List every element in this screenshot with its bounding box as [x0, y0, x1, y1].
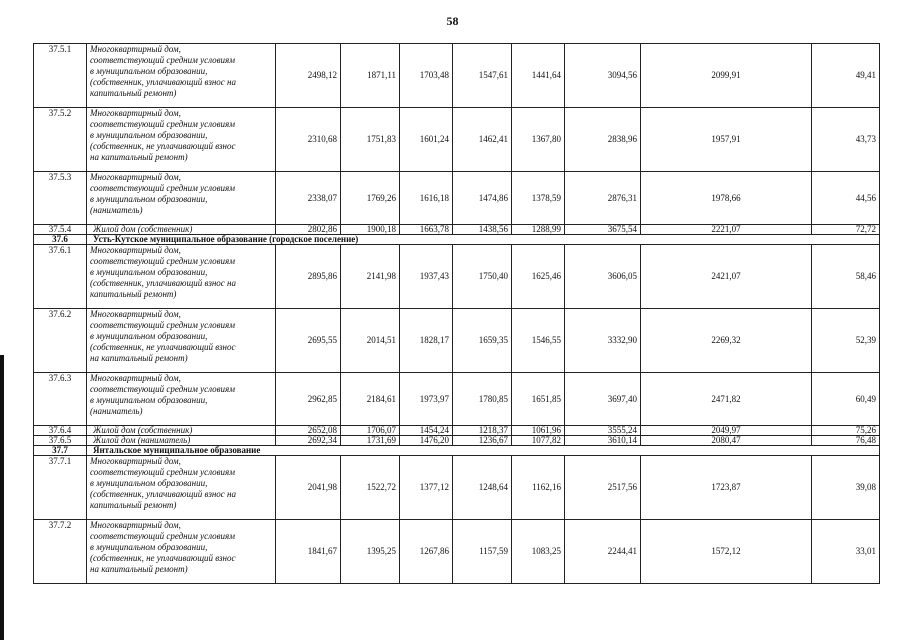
value-cell: 2876,31	[565, 172, 641, 225]
value-cell: 1367,80	[512, 108, 565, 172]
value-cell: 2652,08	[276, 426, 341, 436]
row-code: 37.6.2	[34, 309, 87, 373]
value-cell: 1462,41	[453, 108, 512, 172]
scan-edge-bar	[0, 355, 4, 640]
value-cell: 2692,34	[276, 436, 341, 446]
row-description: Жилой дом (собственник)	[87, 426, 276, 436]
value-cell: 2244,41	[565, 520, 641, 584]
value-cell: 1157,59	[453, 520, 512, 584]
value-cell: 1663,78	[400, 225, 453, 235]
section-title: Янтальское муниципальное образование	[87, 446, 880, 456]
value-cell: 1841,67	[276, 520, 341, 584]
value-cell: 1395,25	[341, 520, 400, 584]
row-code: 37.7.2	[34, 520, 87, 584]
row-code: 37.5.4	[34, 225, 87, 235]
value-cell: 1522,72	[341, 456, 400, 520]
value-cell: 2471,82	[641, 373, 812, 426]
row-description: Многоквартирный дом, соответствующий средним условиям в муниципальном образовании, (собственник, не уплачивающий взнос на капитальный ремонт)	[87, 309, 276, 373]
value-cell: 2269,32	[641, 309, 812, 373]
table-row	[34, 44, 880, 108]
page-number: 58	[446, 14, 459, 28]
value-cell: 49,41	[812, 44, 880, 108]
value-cell: 2014,51	[341, 309, 400, 373]
value-cell: 76,48	[812, 436, 880, 446]
row-description: Многоквартирный дом, соответствующий средним условиям в муниципальном образовании, (собственник, не уплачивающий взнос на капитальный ремонт)	[87, 108, 276, 172]
value-cell: 3555,24	[565, 426, 641, 436]
table-row	[34, 456, 880, 520]
value-cell: 1978,66	[641, 172, 812, 225]
value-cell: 2421,07	[641, 245, 812, 309]
value-cell: 1267,86	[400, 520, 453, 584]
row-description: Многоквартирный дом, соответствующий средним условиям в муниципальном образовании, (наниматель)	[87, 172, 276, 225]
value-cell: 1061,96	[512, 426, 565, 436]
value-cell: 33,01	[812, 520, 880, 584]
value-cell: 2517,56	[565, 456, 641, 520]
row-code: 37.5.1	[34, 44, 87, 108]
value-cell: 1288,99	[512, 225, 565, 235]
value-cell: 1780,85	[453, 373, 512, 426]
table-row	[34, 520, 880, 584]
value-cell: 1616,18	[400, 172, 453, 225]
row-description: Многоквартирный дом, соответствующий средним условиям в муниципальном образовании, (собственник, уплачивающий взнос на капитальный ремонт)	[87, 245, 276, 309]
row-description: Жилой дом (наниматель)	[87, 436, 276, 446]
value-cell: 2962,85	[276, 373, 341, 426]
row-code: 37.5.3	[34, 172, 87, 225]
table-row	[34, 245, 880, 309]
row-code: 37.6.5	[34, 436, 87, 446]
value-cell: 2802,86	[276, 225, 341, 235]
value-cell: 3675,54	[565, 225, 641, 235]
value-cell: 1546,55	[512, 309, 565, 373]
value-cell: 72,72	[812, 225, 880, 235]
value-cell: 3332,90	[565, 309, 641, 373]
value-cell: 3610,14	[565, 436, 641, 446]
value-cell: 1659,35	[453, 309, 512, 373]
value-cell: 1378,59	[512, 172, 565, 225]
value-cell: 43,73	[812, 108, 880, 172]
value-cell: 1083,25	[512, 520, 565, 584]
value-cell: 1474,86	[453, 172, 512, 225]
value-cell: 1957,91	[641, 108, 812, 172]
row-code: 37.7.1	[34, 456, 87, 520]
value-cell: 1572,12	[641, 520, 812, 584]
value-cell: 2310,68	[276, 108, 341, 172]
row-code: 37.6.1	[34, 245, 87, 309]
value-cell: 1703,48	[400, 44, 453, 108]
row-description: Многоквартирный дом, соответствующий средним условиям в муниципальном образовании, (собственник, уплачивающий взнос на капитальный ремонт)	[87, 44, 276, 108]
section-code: 37.7	[34, 446, 87, 456]
value-cell: 2695,55	[276, 309, 341, 373]
value-cell: 58,46	[812, 245, 880, 309]
value-cell: 1218,37	[453, 426, 512, 436]
value-cell: 1706,07	[341, 426, 400, 436]
value-cell: 44,56	[812, 172, 880, 225]
value-cell: 1750,40	[453, 245, 512, 309]
value-cell: 1651,85	[512, 373, 565, 426]
value-cell: 1441,64	[512, 44, 565, 108]
tariff-table	[33, 43, 880, 584]
value-cell: 1769,26	[341, 172, 400, 225]
section-header-row	[34, 446, 880, 456]
table-row	[34, 436, 880, 446]
row-code: 37.5.2	[34, 108, 87, 172]
value-cell: 1900,18	[341, 225, 400, 235]
value-cell: 1248,64	[453, 456, 512, 520]
value-cell: 2498,12	[276, 44, 341, 108]
value-cell: 52,39	[812, 309, 880, 373]
row-description: Многоквартирный дом, соответствующий средним условиям в муниципальном образовании, (собственник, не уплачивающий взнос на капитальный ремонт)	[87, 520, 276, 584]
section-header-row	[34, 235, 880, 245]
value-cell: 3606,05	[565, 245, 641, 309]
section-code: 37.6	[34, 235, 87, 245]
value-cell: 1476,20	[400, 436, 453, 446]
row-code: 37.6.4	[34, 426, 87, 436]
section-title: Усть-Кутское муниципальное образование (городское поселение)	[87, 235, 880, 245]
value-cell: 1601,24	[400, 108, 453, 172]
value-cell: 1937,43	[400, 245, 453, 309]
value-cell: 1751,83	[341, 108, 400, 172]
value-cell: 1625,46	[512, 245, 565, 309]
value-cell: 3697,40	[565, 373, 641, 426]
value-cell: 1162,16	[512, 456, 565, 520]
value-cell: 2099,91	[641, 44, 812, 108]
value-cell: 1438,56	[453, 225, 512, 235]
value-cell: 3094,56	[565, 44, 641, 108]
value-cell: 60,49	[812, 373, 880, 426]
value-cell: 1077,82	[512, 436, 565, 446]
value-cell: 1731,69	[341, 436, 400, 446]
table-row	[34, 172, 880, 225]
value-cell: 2049,97	[641, 426, 812, 436]
value-cell: 2141,98	[341, 245, 400, 309]
table-row	[34, 225, 880, 235]
table-row	[34, 426, 880, 436]
table-body	[34, 44, 880, 584]
value-cell: 2184,61	[341, 373, 400, 426]
value-cell: 1236,67	[453, 436, 512, 446]
row-code: 37.6.3	[34, 373, 87, 426]
row-description: Жилой дом (собственник)	[87, 225, 276, 235]
value-cell: 1547,61	[453, 44, 512, 108]
table-row	[34, 108, 880, 172]
table-row	[34, 373, 880, 426]
row-description: Многоквартирный дом, соответствующий средним условиям в муниципальном образовании, (собственник, уплачивающий взнос на капитальный ремонт)	[87, 456, 276, 520]
value-cell: 1828,17	[400, 309, 453, 373]
value-cell: 1973,97	[400, 373, 453, 426]
value-cell: 39,08	[812, 456, 880, 520]
value-cell: 2221,07	[641, 225, 812, 235]
value-cell: 1454,24	[400, 426, 453, 436]
value-cell: 1377,12	[400, 456, 453, 520]
value-cell: 2080,47	[641, 436, 812, 446]
value-cell: 1723,87	[641, 456, 812, 520]
row-description: Многоквартирный дом, соответствующий средним условиям в муниципальном образовании, (наниматель)	[87, 373, 276, 426]
value-cell: 75,26	[812, 426, 880, 436]
value-cell: 1871,11	[341, 44, 400, 108]
table-row	[34, 309, 880, 373]
value-cell: 2838,96	[565, 108, 641, 172]
value-cell: 2041,98	[276, 456, 341, 520]
value-cell: 2895,86	[276, 245, 341, 309]
value-cell: 2338,07	[276, 172, 341, 225]
